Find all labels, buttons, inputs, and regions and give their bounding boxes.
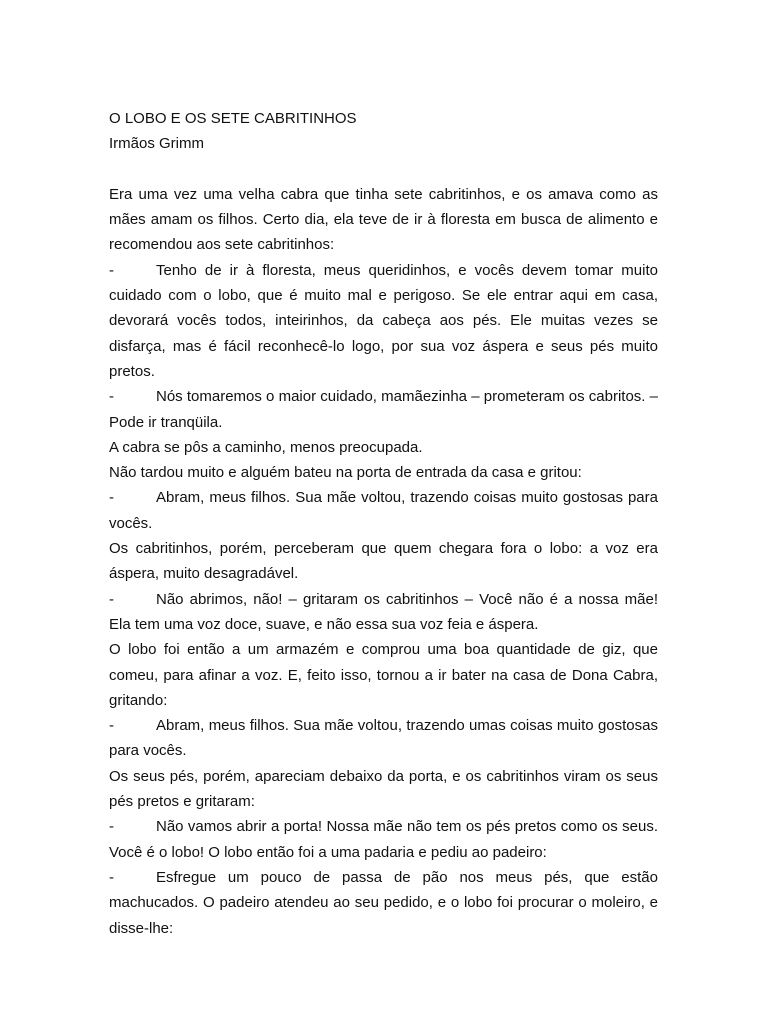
- dialogue-dash: -: [109, 388, 114, 406]
- dialogue-line: [109, 713, 658, 764]
- dialogue-dash: -: [109, 489, 114, 507]
- dialogue-text: Tenho de ir à floresta, meus queridinhos, e vocês devem tomar muito cuidado com o lobo, que é muito mal e perigoso. Se ele entrar aqui em casa, devorará vocês todos, inteirinhos, da cabeça aos pés. Ele muitas vezes se disfarça, mas é fácil reconhecê-lo logo, por sua voz áspera e seus pés muito pretos.: [109, 261, 658, 380]
- blank-line: [109, 157, 658, 182]
- dialogue-dash: -: [109, 868, 114, 886]
- document-title: O LOBO E OS SETE CABRITINHOS: [109, 110, 357, 127]
- dialogue-line: [109, 384, 658, 435]
- dialogue-dash: -: [109, 261, 114, 279]
- dialogue-dash: -: [109, 818, 114, 836]
- dialogue-text: Esfregue um pouco de passa de pão nos meus pés, que estão machucados. O padeiro atendeu ao seu pedido, e o lobo foi procurar o moleiro, e disse-lhe:: [109, 868, 658, 937]
- dialogue-line: [109, 865, 658, 941]
- paragraph: Era uma vez uma velha cabra que tinha sete cabritinhos, e os amava como as mães amam os filhos. Certo dia, ela teve de ir à floresta em busca de alimento e recomendou aos sete cabritinhos:: [109, 185, 658, 254]
- dialogue-line: [109, 485, 658, 536]
- dialogue-line: [109, 814, 658, 865]
- dialogue-text: Abram, meus filhos. Sua mãe voltou, trazendo umas coisas muito gostosas para vocês.: [109, 717, 658, 760]
- paragraph: Os seus pés, porém, apareciam debaixo da porta, e os cabritinhos viram os seus pés pretos e gritaram:: [109, 767, 658, 811]
- dialogue-text: Não abrimos, não! – gritaram os cabritinhos – Você não é a nossa mãe! Ela tem uma voz doce, suave, e não essa sua voz feia e áspera.: [109, 590, 658, 633]
- dialogue-dash: -: [109, 590, 114, 608]
- dialogue-line: [109, 258, 658, 384]
- dialogue-dash: -: [109, 717, 114, 735]
- paragraph: Não tardou muito e alguém bateu na porta de entrada da casa e gritou:: [109, 464, 582, 482]
- document-page: [109, 106, 658, 941]
- document-author: Irmãos Grimm: [109, 135, 204, 153]
- dialogue-text: Nós tomaremos o maior cuidado, mamãezinha – prometeram os cabritos. – Pode ir tranqüila.: [109, 388, 658, 431]
- paragraph: Os cabritinhos, porém, perceberam que quem chegara fora o lobo: a voz era áspera, muito desagradável.: [109, 540, 658, 583]
- paragraph: O lobo foi então a um armazém e comprou uma boa quantidade de giz, que comeu, para afinar a voz. E, feito isso, tornou a ir bater na casa de Dona Cabra, gritando:: [109, 641, 658, 709]
- dialogue-text: Abram, meus filhos. Sua mãe voltou, trazendo coisas muito gostosas para vocês.: [109, 489, 658, 532]
- dialogue-line: [109, 587, 658, 638]
- dialogue-text: Não vamos abrir a porta! Nossa mãe não tem os pés pretos como os seus. Você é o lobo! O lobo então foi a uma padaria e pediu ao padeiro:: [109, 818, 658, 861]
- paragraph: A cabra se pôs a caminho, menos preocupada.: [109, 438, 423, 456]
